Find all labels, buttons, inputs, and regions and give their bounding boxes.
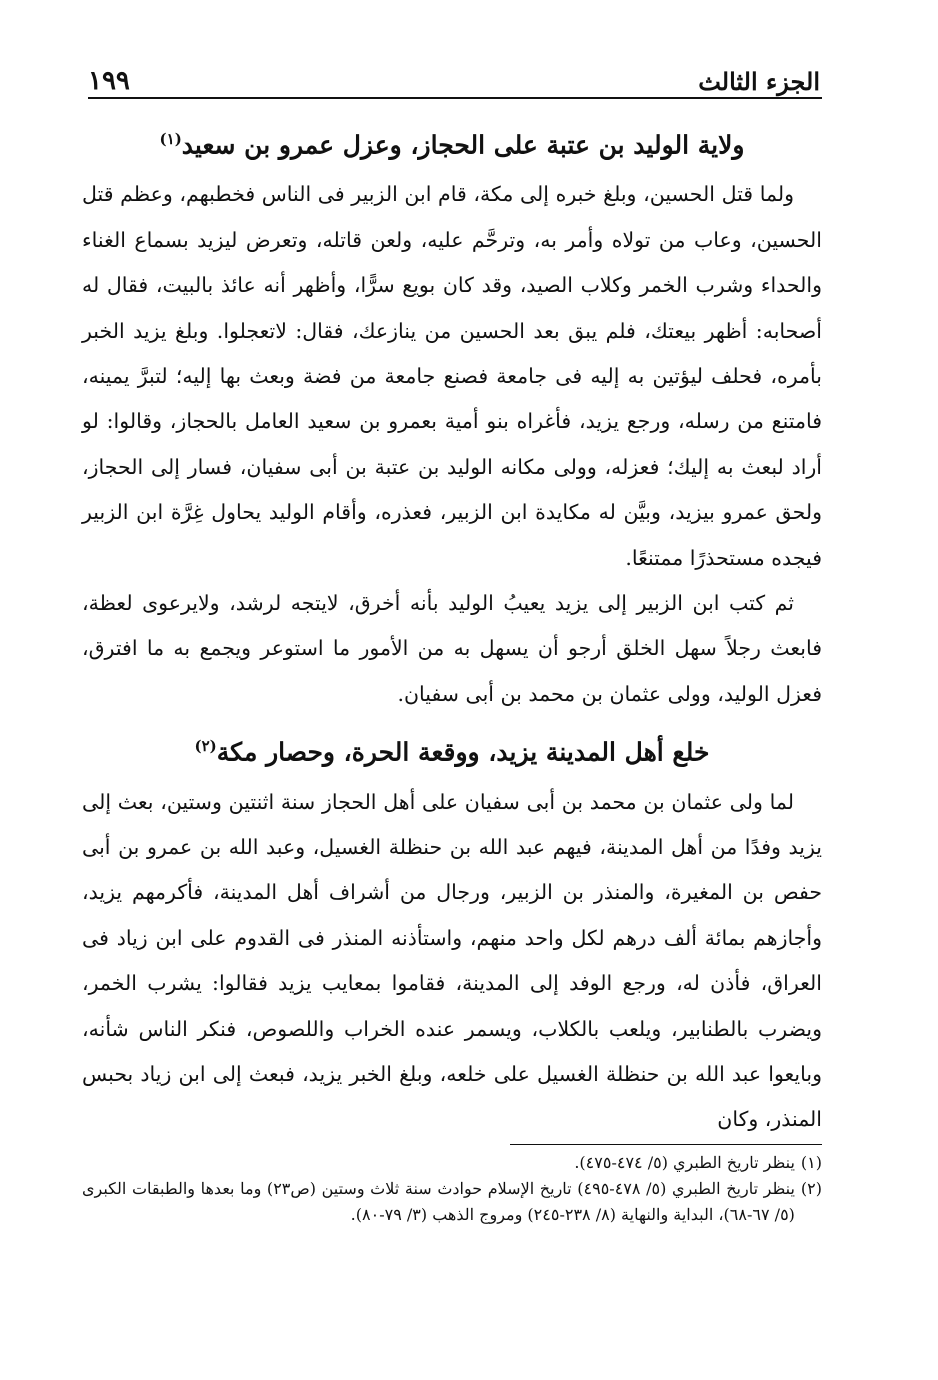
- footnote-marker: (٢): [800, 1179, 822, 1198]
- running-head: [88, 48, 820, 96]
- footnotes: [82, 1150, 822, 1228]
- footnote-marker: (١): [800, 1153, 822, 1172]
- section-heading: [82, 721, 822, 777]
- footnote: [82, 1176, 822, 1228]
- page-number: ١٩٩: [88, 66, 130, 96]
- section-heading: [82, 114, 822, 170]
- part-title: الجزء الثالث: [698, 67, 820, 96]
- header-rule: [88, 97, 822, 99]
- page-body: [82, 110, 822, 1143]
- footnote-text: ينظر تاريخ الطبري (٥/ ٤٧٤-٤٧٥).: [574, 1153, 795, 1172]
- paragraph: ولما قتل الحسين، وبلغ خبره إلى مكة، قام ابن الزبير فى الناس فخطبهم، وعظم قتل الحسين، وعاب من تولاه وأمر به، وترحَّم عليه، ولعن قاتله، وتعرض ليزيد بسماع الغناء والحداء وشرب الخمر وكلاب الصيد، وقد كان بويع سرًّا، وأظهر أنه عائذ بالبيت، فقال له أصحابه: أظهر بيعتك، فلم يبق بعد الحسين من ينازعك، فقال: لاتعجلوا. وبلغ يزيد الخبر بأمره، فحلف ليؤتين به إليه فى جامعة فصنع جامعة من فضة وبعث بها إليه؛ لتبرَّ يمينه، فامتنع من رسله، ورجع يزيد، فأغراه بنو أمية بعمرو بن سعيد العامل بالحجاز، وقالوا: لو أراد لبعث به إليك؛ فعزله، وولى مكانه الوليد بن عتبة بن أبى سفيان، فسار إلى الحجاز، ولحق عمرو بيزيد، وبيَّن له مكايدة ابن الزبير، فعذره، وأقام الوليد يحاول غِرَّة ابن الزبير فيجده مستحذرًا ممتنعًا.: [82, 182, 822, 570]
- footnote-text: ينظر تاريخ الطبري (٥/ ٤٧٨-٤٩٥) تاريخ الإسلام حوادث سنة ثلاث وستين (ص٢٣) وما بعدها والطبقات الكبرى (٥/ ٦٧-٦٨)، البداية والنهاية (٨/ ٢٣٨-٢٤٥) ومروج الذهب (٣/ ٧٩-٨٠).: [82, 1179, 795, 1224]
- footnote-reference[interactable]: (٢): [194, 737, 217, 756]
- footnote-reference[interactable]: (١): [159, 130, 182, 148]
- footnote-separator: [510, 1144, 822, 1145]
- paragraph: لما ولى عثمان بن محمد بن أبى سفيان على أهل الحجاز سنة اثنتين وستين، بعث إلى يزيد وفدًا من أهل المدينة، فيهم عبد الله بن حنظلة الغسيل، وعبد الله بن عمرو بن أبى حفص بن المغيرة، والمنذر بن الزبير، ورجال من أشراف أهل المدينة، فأكرمهم يزيد، وأجازهم بمائة ألف درهم لكل واحد منهم، واستأذنه المنذر فى القدوم على ابن زياد فى العراق، فأذن له، ورجع الوفد إلى المدينة، فقاموا بمعايب يزيد فقالوا: يشرب الخمر، ويضرب بالطنابير، ويلعب بالكلاب، ويسمر عنده الخراب واللصوص، فنكر الناس شأنه، وبايعوا عبد الله بن حنظلة الغسيل على خلعه، وبلغ الخبر يزيد، فبعث إلى ابن زياد بحبس المنذر، وكان: [82, 789, 822, 1132]
- section-heading-text: ولاية الوليد بن عتبة على الحجاز، وعزل عمرو بن سعيد: [181, 130, 745, 160]
- paragraph: ثم كتب ابن الزبير إلى يزيد يعيبُ الوليد بأنه أخرق، لايتجه لرشد، ولايرعوى لعظة، فابعث رجلاً سهل الخلق أرجو أن يسهل به من الأمور ما استوعر ويجمع به ما افترق، فعزل الوليد، وولى عثمان بن محمد بن أبى سفيان.: [82, 590, 822, 706]
- footnote: [82, 1150, 822, 1176]
- section-heading-text: خلع أهل المدينة يزيد، ووقعة الحرة، وحصار مكة: [216, 737, 710, 767]
